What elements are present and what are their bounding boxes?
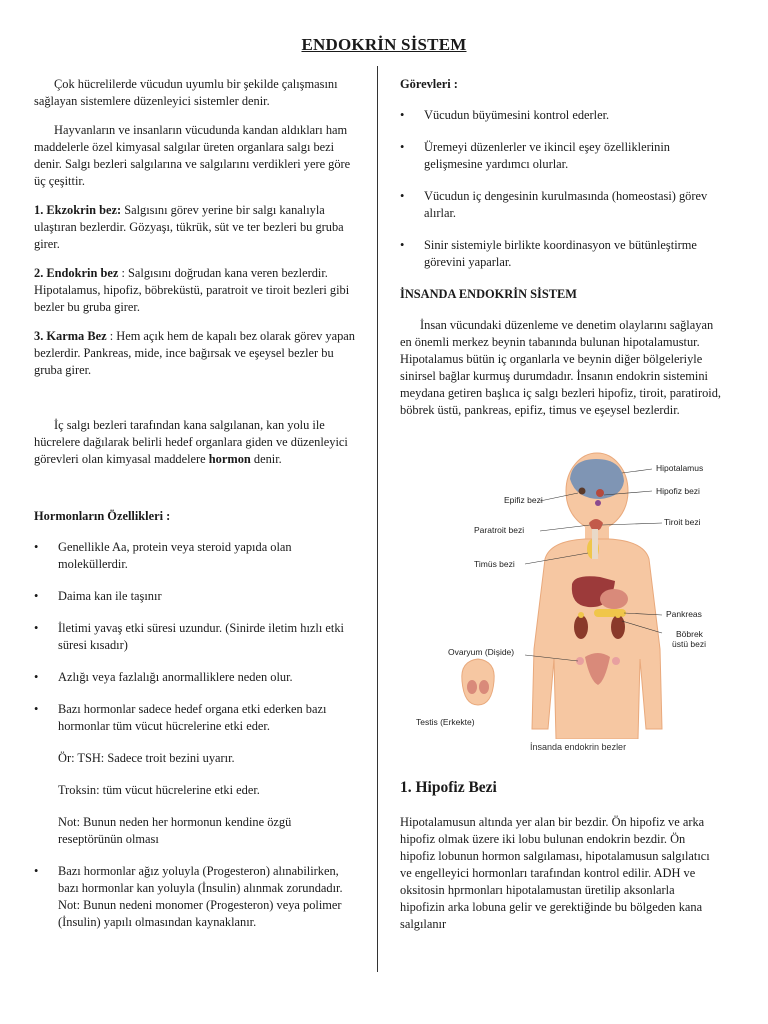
- ovary-shape: [612, 657, 620, 665]
- intro-paragraph-1: Çok hücrelilerde vücudun uyumlu bir şekilde çalışmasını sağlayan sistemlere düzenleyici sistemler denir.: [34, 77, 338, 108]
- list-item-text: Azlığı veya fazlalığı anormalliklere neden olur.: [58, 670, 293, 684]
- bullet-icon: •: [34, 864, 39, 878]
- figure-label-thymus: Timüs bezi: [474, 559, 515, 569]
- figure-caption: İnsanda endokrin bezler: [530, 742, 627, 752]
- list-item: [34, 863, 356, 931]
- figure-label-pineal: Epifiz bezi: [504, 495, 543, 505]
- figure-label-ovary: Ovaryum (Dişide): [448, 647, 515, 657]
- pancreas-shape: [594, 609, 626, 617]
- list-item: [34, 588, 356, 605]
- bullet-icon: •: [34, 670, 39, 684]
- hormone-definition-text: İç salgı bezleri tarafından kana salgılanan, kan yolu ile hücrelere dağılarak belirli hedef organlara giden ve düzenleyici görevleri olan kimyasal maddelere: [34, 418, 348, 466]
- right-column: [400, 76, 722, 945]
- gland-type-exocrine: [34, 202, 356, 253]
- pineal-shape: [579, 488, 586, 495]
- hormone-properties-heading: Hormonların Özellikleri :: [34, 509, 171, 523]
- list-item: [34, 701, 356, 735]
- figure-label-hypothalamus: Hipotalamus: [656, 463, 704, 473]
- list-item: [34, 539, 356, 573]
- gland-type-text: : Hem açık hem de kapalı bez olarak görev yapan bezlerdir. Pankreas, mide, ince bağırsak ve eşeysel bezler bu gruba girer.: [34, 329, 356, 377]
- section-title-pituitary: 1. Hipofiz Bezi: [400, 779, 497, 796]
- list-item-text: Sinir sistemiyle birlikte koordinasyon ve bütünleştirme görevini yaparlar.: [424, 238, 697, 269]
- list-item: [34, 669, 356, 686]
- pituitary-shape: [595, 500, 601, 506]
- bullet-icon: •: [400, 140, 405, 154]
- hormone-properties-list: [34, 539, 356, 735]
- list-item: [400, 237, 722, 271]
- figure-label-testis: Testis (Erkekte): [416, 717, 475, 727]
- stomach-shape: [600, 589, 628, 609]
- kidney-right-shape: [611, 615, 625, 639]
- figure-label-adrenal-2: üstü bezi: [672, 639, 707, 649]
- column-divider: [377, 66, 378, 972]
- list-item: [400, 139, 722, 173]
- list-item: [400, 188, 722, 222]
- bullet-icon: •: [400, 108, 405, 122]
- bullet-icon: •: [400, 189, 405, 203]
- list-item-text: Bazı hormonlar ağız yoluyla (Progesteron) alınabilirken, bazı hormonlar kan yoluyla (İnsulin) alınmak zorundadır. Not: Bunun nedeni monomer (Progesteron) veya polimer (İnsulin) yapılı olmasından kaynaklanır.: [58, 864, 343, 929]
- list-item: [400, 107, 722, 124]
- list-item-text: İletimi yavaş etki süresi uzundur. (Sinirde iletim hızlı etki süresi kısadır): [58, 621, 344, 652]
- gland-type-label: 1. Ekzokrin bez:: [34, 203, 122, 217]
- gland-type-mixed: [34, 328, 356, 379]
- adrenal-shape: [615, 612, 621, 618]
- gland-type-text: : Salgısını doğrudan kana veren bezlerdir. Hipotalamus, hipofiz, böbreküstü, paratroit ve tiroit bezleri gibi bezler bu gruba girer.: [34, 266, 350, 314]
- bullet-icon: •: [400, 238, 405, 252]
- list-item-text: Vücudun büyümesini kontrol ederler.: [424, 108, 610, 122]
- hormone-definition-end: denir.: [250, 452, 282, 466]
- note-example: Ör: TSH: Sadece troit bezini uyarır.: [58, 751, 235, 765]
- note-example: Not: Bunun neden her hormonun kendine özgü reseptörünün olması: [58, 815, 292, 846]
- figure-label-adrenal-1: Böbrek: [676, 629, 703, 639]
- left-column: [34, 76, 356, 946]
- hypothalamus-shape: [596, 489, 604, 497]
- hormone-definition: [34, 417, 356, 468]
- endocrine-figure: [400, 449, 722, 759]
- note-example: Troksin: tüm vücut hücrelerine etki eder.: [58, 783, 260, 797]
- bullet-icon: •: [34, 621, 39, 635]
- bullet-icon: •: [34, 540, 39, 554]
- list-item-text: Vücudun iç dengesinin kurulmasında (homeostasi) görev alırlar.: [424, 189, 708, 220]
- list-item-text: Bazı hormonlar sadece hedef organa etki ederken bazı hormonlar tüm vücut hücrelerine etki eder.: [58, 702, 327, 733]
- figure-label-thyroid: Tiroit bezi: [664, 517, 701, 527]
- gland-type-text: Salgısını görev yerine bir salgı kanalıyla ulaştıran bezlerdir. Gözyaşı, tükrük, süt ve ter bezleri bu gruba girer.: [34, 203, 344, 251]
- hormone-properties-list-continued: [34, 863, 356, 931]
- gland-type-label: 3. Karma Bez: [34, 329, 107, 343]
- hormone-term: hormon: [208, 452, 251, 466]
- bullet-icon: •: [34, 702, 39, 716]
- list-item-text: Üremeyi düzenlerler ve ikincil eşey özelliklerinin gelişmesine yardımcı olurlar.: [424, 140, 670, 171]
- kidney-left-shape: [574, 615, 588, 639]
- page-title: ENDOKRİN SİSTEM: [301, 35, 467, 54]
- list-item-text: Daima kan ile taşınır: [58, 589, 162, 603]
- human-endocrine-paragraph: İnsan vücundaki düzenleme ve denetim olaylarını sağlayan en önemli merkez beynin tabanında bulunan hipotalamustur. Hipotalamus bütün iç organlarla ve beynin diğer bölgeleriyle sinirsel bağlar kurmuş durumdadır. İnsanın endokrin sistemini meydana getiren başlıca iç salgı bezleri hipofiz, tiroit, paratiroid, böbrek üstü, pankreas, epifiz, timus ve eşeysel bezlerdir.: [400, 318, 722, 417]
- list-item-text: Genellikle Aa, protein veya steroid yapıda olan moleküllerdir.: [58, 540, 292, 571]
- pituitary-paragraph: Hipotalamusun altında yer alan bir bezdir. Ön hipofiz ve arka hipofiz olmak üzere iki lobu bulunan endokrin bezdir. Ön hipofiz lobunun hormon salgılaması, hipotalamusun salgılatıcı ve engelleyici hormonları tarafından kontrol edilir. ADH ve oksitosin hprmonları hipotalamustan üretilip aksonlarla hipofizin arka lobuna gelir ve gerektiğinde bu bölgeden kana salgılanır: [400, 815, 710, 931]
- list-item: [34, 620, 356, 654]
- bullet-icon: •: [34, 589, 39, 603]
- duties-list: [400, 107, 722, 271]
- intro-paragraph-2: Hayvanların ve insanların vücudunda kandan aldıkları ham maddelerle özel kimyasal salgılar üreten organlara salgı bezi denir. Salgı bezleri salgılarına ve salgılarını verdikleri yere göre üç çeşittir.: [34, 123, 351, 188]
- figure-label-parathyroid: Paratroit bezi: [474, 525, 525, 535]
- gland-type-endocrine: [34, 265, 356, 316]
- gland-type-label: 2. Endokrin bez: [34, 266, 119, 280]
- duties-heading: Görevleri :: [400, 77, 458, 91]
- trachea-shape: [592, 529, 598, 559]
- testis-inset: [462, 659, 494, 705]
- figure-label-pituitary: Hipofiz bezi: [656, 486, 700, 496]
- human-endocrine-heading: İNSANDA ENDOKRİN SİSTEM: [400, 287, 577, 301]
- adrenal-shape: [578, 612, 584, 618]
- figure-label-pancreas: Pankreas: [666, 609, 702, 619]
